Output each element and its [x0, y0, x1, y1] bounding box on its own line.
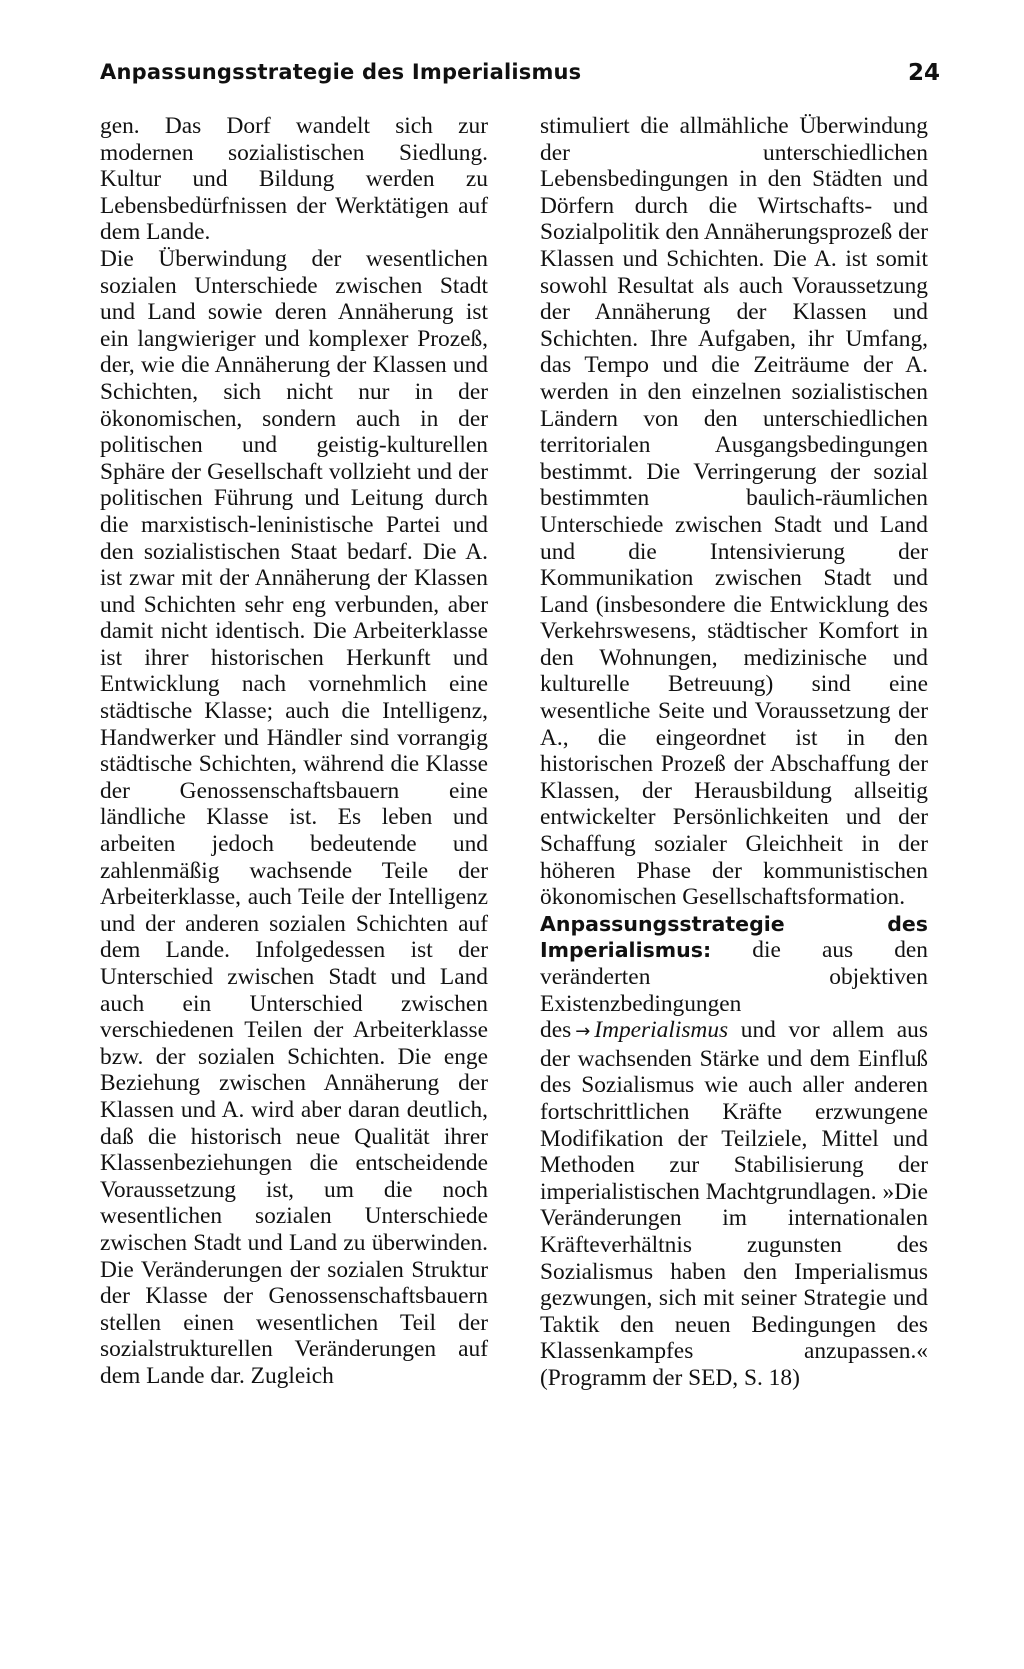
entry-headword: Anpassungsstrategie des Imperialismus:: [540, 911, 928, 963]
right-column: [540, 113, 928, 1392]
paragraph-continuation: gen. Das Dorf wandelt sich zur modernen sozialistischen Siedlung. Kultur und Bildung werden zu Lebensbedürfnissen der Werktätigen auf dem Lande.: [100, 113, 488, 246]
dictionary-entry: [540, 911, 928, 1392]
cross-reference-link[interactable]: Imperialismus: [594, 1017, 729, 1044]
entry-text-end: und vor allem aus der wachsenden Stärke und dem Einfluß des Sozialismus wie auch aller anderen fortschrittlichen Kräfte erzwungene Modifikation der Teilziele, Mittel und Methoden zur Stabilisierung der imperialistischen Machtgrundlagen. »Die Veränderungen im internationalen Kräfteverhältnis zugunsten des Sozialismus haben den Imperialismus gezwungen, sich mit seiner Strategie und Taktik den neuen Bedingungen des Klassenkampfes anzupassen.« (Programm der SED, S. 18): [540, 1017, 928, 1391]
page-number: 24: [907, 60, 940, 86]
paragraph-body: Die Überwindung der wesentlichen sozialen Unterschiede zwischen Stadt und Land sowie deren Annäherung ist ein langwieriger und komplexer Prozeß, der, wie die Annäherung der Klassen und Schichten, sich nicht nur in der ökonomischen, sondern auch in der politischen und geistig-kulturellen Sphäre der Gesellschaft vollzieht und der politischen Führung und Leitung durch die marxistisch-leninistische Partei und den sozialistischen Staat bedarf. Die A. ist zwar mit der Annäherung der Klassen und Schichten sehr eng verbunden, aber damit nicht identisch. Die Arbeiterklasse ist ihrer historischen Herkunft und Entwicklung nach vornehmlich eine städtische Klasse; auch die Intelligenz, Handwerker und Händler sind vorrangig städtische Schichten, während die Klasse der Genossenschaftsbauern eine ländliche Klasse ist. Es leben und arbeiten jedoch bedeutende und zahlenmäßig wachsende Teile der Arbeiterklasse, auch Teile der Intelligenz und der anderen sozialen Schichten auf dem Lande. Infolgedessen ist der Unterschied zwischen Stadt und Land auch ein Unterschied zwischen verschiedenen Teilen der Arbeiterklasse bzw. der sozialen Schichten. Die enge Beziehung zwischen Annäherung der Klassen und A. wird aber daran deutlich, daß die historisch neue Qualität ihrer Klassenbeziehungen die entscheidende Voraussetzung ist, um die noch wesentlichen sozialen Unterschiede zwischen Stadt und Land zu überwinden. Die Veränderungen der sozialen Struktur der Klasse der Genossenschaftsbauern stellen einen wesentlichen Teil der sozialstrukturellen Veränderungen auf dem Lande dar. Zugleich: [100, 245, 488, 1389]
left-column: [100, 113, 488, 1390]
cross-reference-arrow-icon: →: [575, 1021, 591, 1043]
running-head: Anpassungsstrategie des Imperialismus: [100, 60, 582, 84]
paragraph-continuation-right: stimuliert die allmähliche Überwindung der unterschiedlichen Lebensbedingungen in den Städten und Dörfern durch die Wirtschafts- und Sozialpolitik den Annäherungsprozeß der Klassen und Schichten. Die A. ist somit sowohl Resultat als auch Voraussetzung der Annäherung der Klassen und Schichten. Ihre Aufgaben, ihr Umfang, das Tempo und die Zeiträume der A. werden in den einzelnen sozialistischen Ländern von den unterschiedlichen territorialen Ausgangsbedingungen bestimmt. Die Verringerung der sozial bestimmten baulich-räumlichen Unterschiede zwischen Stadt und Land und die Intensivierung der Kommunikation zwischen Stadt und Land (insbesondere die Entwicklung des Verkehrswesens, städtischer Komfort in den Wohnungen, medizinische und kulturelle Betreuung) sind eine wesentliche Seite und Voraussetzung der A., die eingeordnet ist in den historischen Prozeß der Abschaffung der Klassen, der Herausbildung allseitig entwickelter Persönlichkeiten und der Schaffung sozialer Gleichheit in der höheren Phase der kommunistischen ökonomischen Gesellschaftsformation.: [540, 113, 928, 911]
entry-text-start: die aus den veränderten objektiven Existenzbedingungen des: [540, 937, 928, 1044]
